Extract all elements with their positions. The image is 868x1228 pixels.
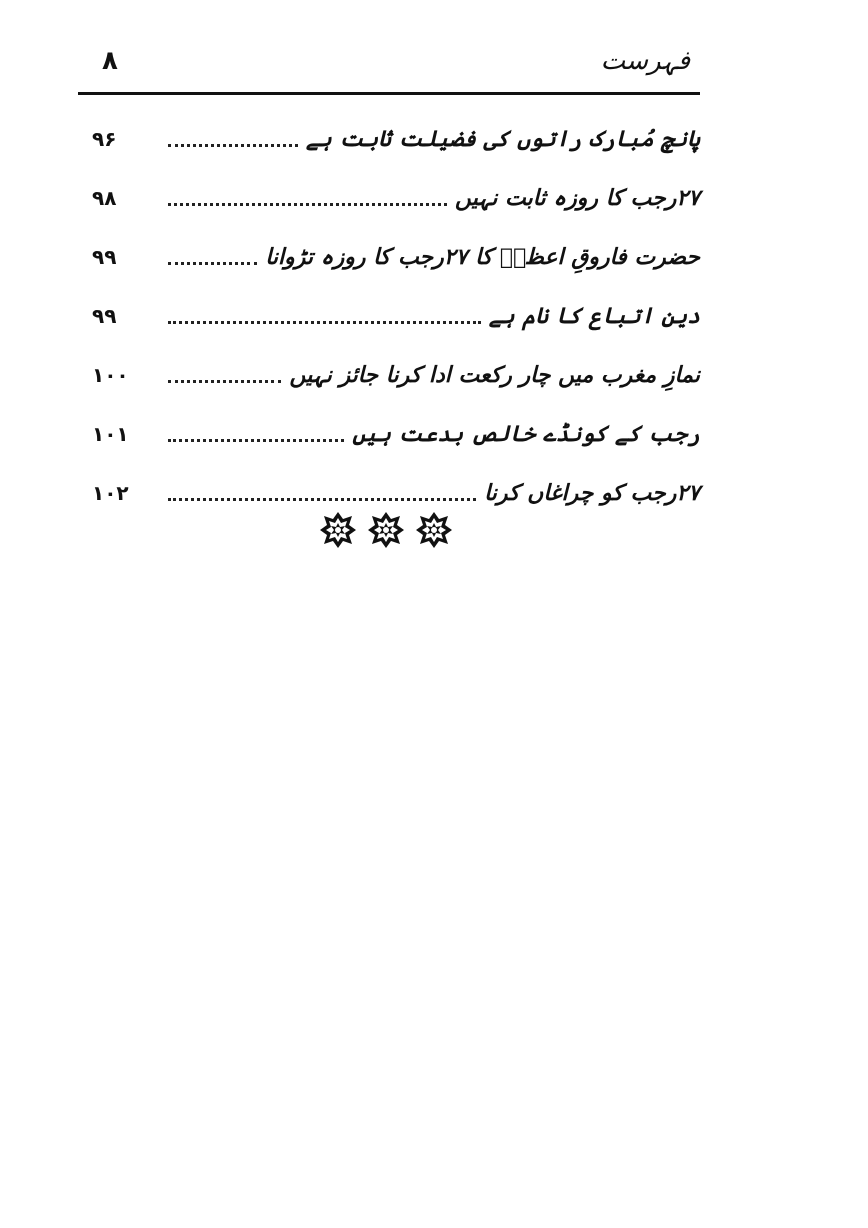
table-of-contents (78, 100, 700, 513)
toc-entry[interactable] (78, 454, 700, 513)
toc-entry-page: ۹۶ (92, 127, 117, 151)
star-ornament-icon (318, 510, 358, 550)
toc-entry[interactable] (78, 100, 700, 159)
toc-entry-page: ۱۰۱ (92, 422, 129, 446)
dot-leader (168, 498, 476, 501)
page-header (78, 38, 700, 90)
toc-entry-title: ۲۷رجب کا روزہ ثابت نہیں (455, 185, 700, 211)
toc-entry-title: ۲۷رجب کو چراغاں کرنا (484, 480, 700, 506)
toc-entry-page: ۱۰۰ (92, 363, 129, 387)
star-ornament-icon (414, 510, 454, 550)
ornament-divider (318, 510, 454, 550)
toc-entry[interactable] (78, 277, 700, 336)
dot-leader (168, 203, 447, 206)
toc-entry[interactable] (78, 395, 700, 454)
dot-leader (168, 144, 298, 147)
toc-entry-title: نمازِ مغرب میں چار رکعت ادا کرنا جائز نہیں (289, 362, 700, 388)
toc-entry-title: حضرت فاروقِ اعظمؓ کا ۲۷رجب کا روزہ تڑوانا (265, 244, 700, 270)
toc-entry[interactable] (78, 218, 700, 277)
dot-leader (168, 439, 344, 442)
star-ornament-icon (366, 510, 406, 550)
toc-entry-page: ۱۰۲ (92, 481, 129, 505)
toc-entry[interactable] (78, 159, 700, 218)
toc-entry-page: ۹۹ (92, 245, 117, 269)
page-number: ۸ (102, 46, 118, 76)
toc-entry-title: رجب کے کونڈے خالص بدعت ہیں (352, 421, 700, 447)
toc-entry-page: ۹۸ (92, 186, 117, 210)
dot-leader (168, 262, 257, 265)
page-title: فہرست (600, 46, 690, 76)
header-rule (78, 92, 700, 95)
toc-entry-title: پانچ مُبارک راتوں کی فضیلت ثابت ہے (305, 126, 700, 152)
toc-entry-page: ۹۹ (92, 304, 117, 328)
toc-entry-title: دین اتباع کا نام ہے (488, 303, 700, 329)
dot-leader (168, 321, 481, 324)
toc-entry[interactable] (78, 336, 700, 395)
dot-leader (168, 380, 281, 383)
